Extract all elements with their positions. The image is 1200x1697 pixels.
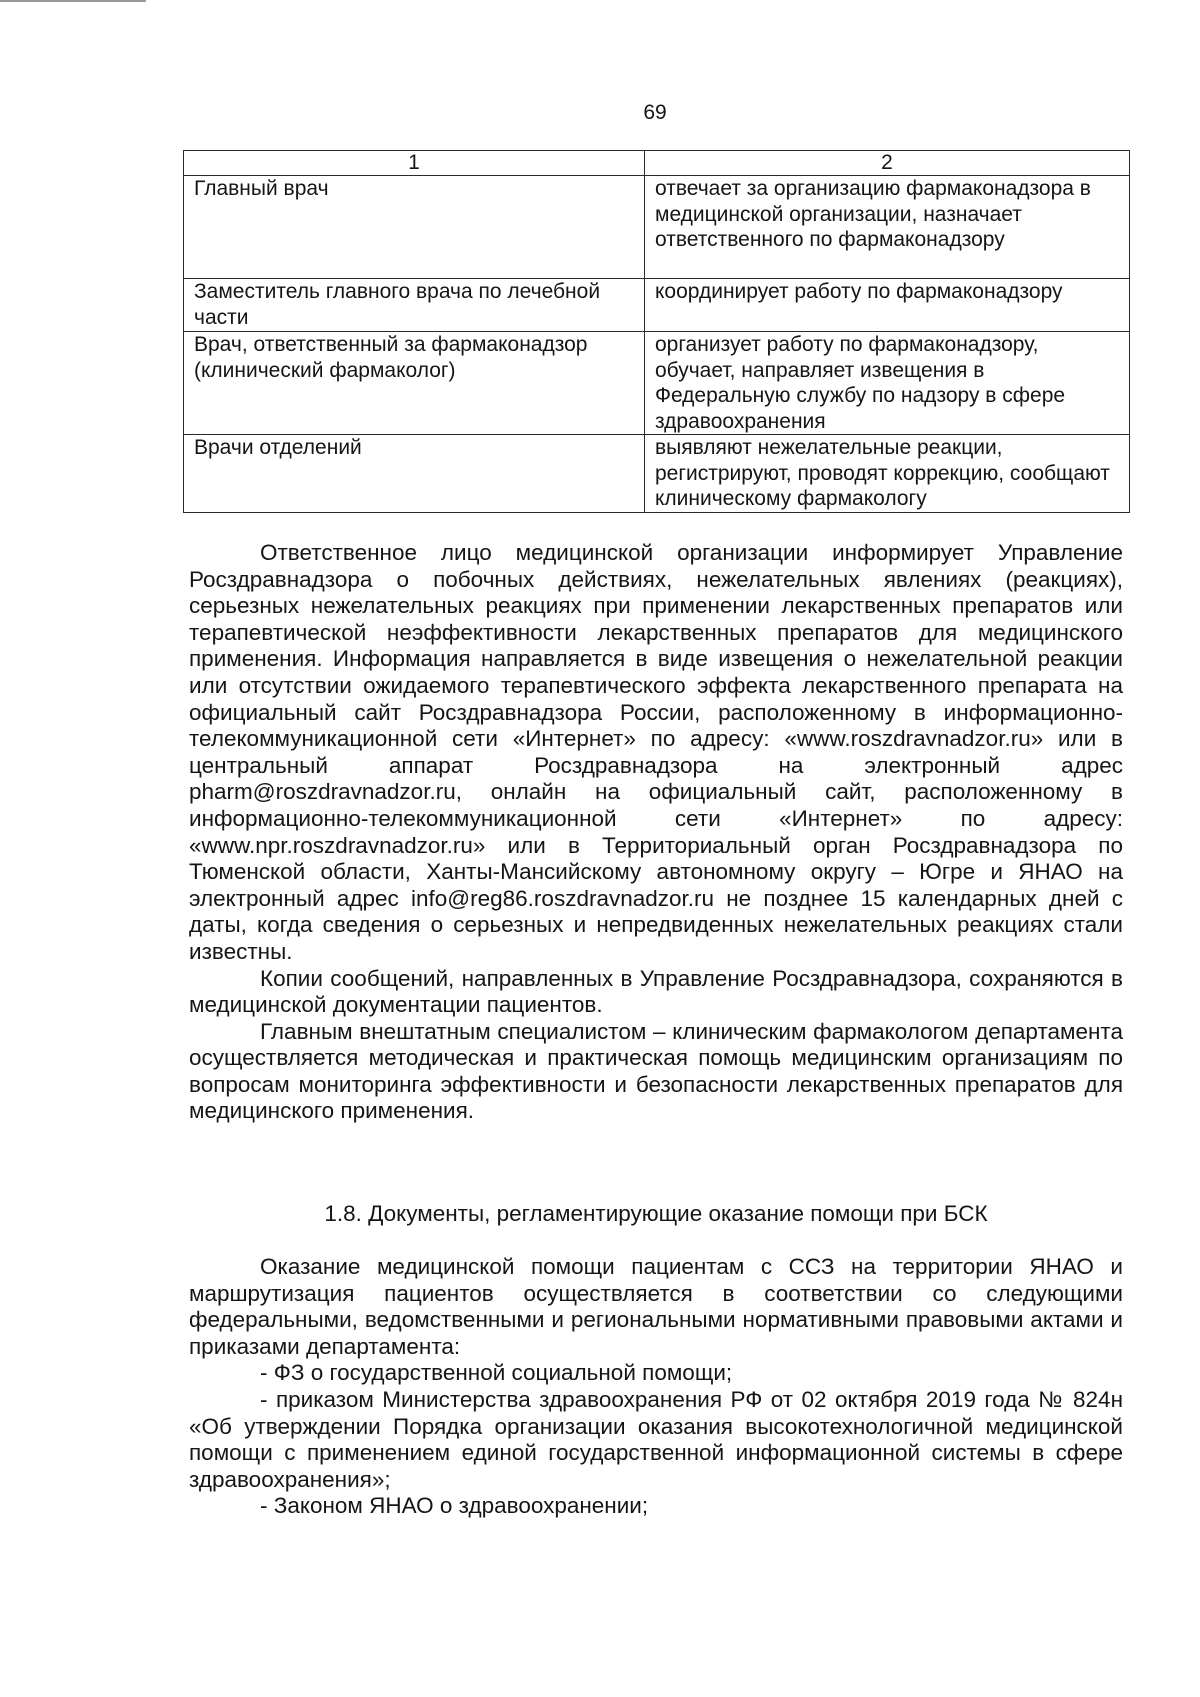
paragraph-specialist: Главным внештатным специалистом – клиническим фармакологом департамента осуществляется методическая и практическая помощь медицинским организациям по вопросам мониторинга эффективности и безопасности лекарственных препаратов для медицинского применения. [189,1018,1123,1124]
body-text-block-2 [189,1254,1123,1520]
responsibilities-table [183,150,1130,513]
role-cell: Заместитель главного врача по лечебной части [184,279,645,332]
scan-edge-mark [0,0,146,2]
page-number: 69 [643,101,667,124]
column-header-1: 1 [184,151,645,176]
section-heading: 1.8. Документы, регламентирующие оказание помощи при БСК [324,1201,988,1226]
column-header-2: 2 [645,151,1130,176]
table-row [184,176,1130,279]
role-cell: Врач, ответственный за фармаконадзор (клинический фармаколог) [184,332,645,435]
table-row [184,332,1130,435]
table-header-row [184,151,1130,176]
role-cell: Главный врач [184,176,645,279]
list-item: - Законом ЯНАО о здравоохранении; [260,1493,649,1519]
paragraph-reporting: Ответственное лицо медицинской организации информирует Управление Росздравнадзора о побочных действиях, нежелательных явлениях (реакциях), серьезных нежелательных реакциях при применении лекарственных препаратов или терапевтической неэффективности лекарственных препаратов для медицинского применения. Информация направляется в виде извещения о нежелательной реакции или отсутствии ожидаемого терапевтического эффекта лекарственного препарата на официальный сайт Росздравнадзора России, расположенному в информационно-телекоммуникационной сети «Интернет» по адресу: «www.roszdravnadzor.ru» или в центральный аппарат Росздравнадзора на электронный адрес pharm@roszdravnadzor.ru, онлайн на официальный сайт, расположенному в информационно-телекоммуникационной сети «Интернет» по адресу: «www.npr.roszdravnadzor.ru» или в Территориальный орган Росздравнадзора по Тюменской области, Ханты-Мансийскому автономному округу – Югре и ЯНАО на электронный адрес info@reg86.roszdravnadzor.ru не позднее 15 календарных дней с даты, когда сведения о серьезных и непредвиденных нежелательных реакциях стали известны. [189,540,1123,964]
duty-cell: выявляют нежелательные реакции, регистрируют, проводят коррекцию, сообщают клиническому фармакологу [645,435,1130,513]
table-row [184,279,1130,332]
duty-cell: координирует работу по фармаконадзору [645,279,1130,332]
role-cell: Врачи отделений [184,435,645,513]
paragraph-copies: Копии сообщений, направленных в Управление Росздравнадзора, сохраняются в медицинской документации пациентов. [189,965,1123,1018]
duty-cell: организует работу по фармаконадзору, обучает, направляет извещения в Федеральную службу по надзору в сфере здравоохранения [645,332,1130,435]
table-row [184,435,1130,513]
list-item: - приказом Министерства здравоохранения РФ от 02 октября 2019 года № 824н «Об утверждении Порядка организации оказания высокотехнологичной медицинской помощи с применением единой государственной информационной системы в сфере здравоохранения»; [189,1386,1123,1492]
paragraph-regulations: Оказание медицинской помощи пациентам с ССЗ на территории ЯНАО и маршрутизация пациентов осуществляется в соответствии со следующими федеральными, ведомственными и региональными нормативными правовыми актами и приказами департамента: [189,1254,1123,1359]
list-item: - ФЗ о государственной социальной помощи; [260,1360,733,1386]
body-text-block [189,540,1123,1125]
duty-cell: отвечает за организацию фармаконадзора в медицинской организации, назначает ответственного по фармаконадзору [645,176,1130,279]
